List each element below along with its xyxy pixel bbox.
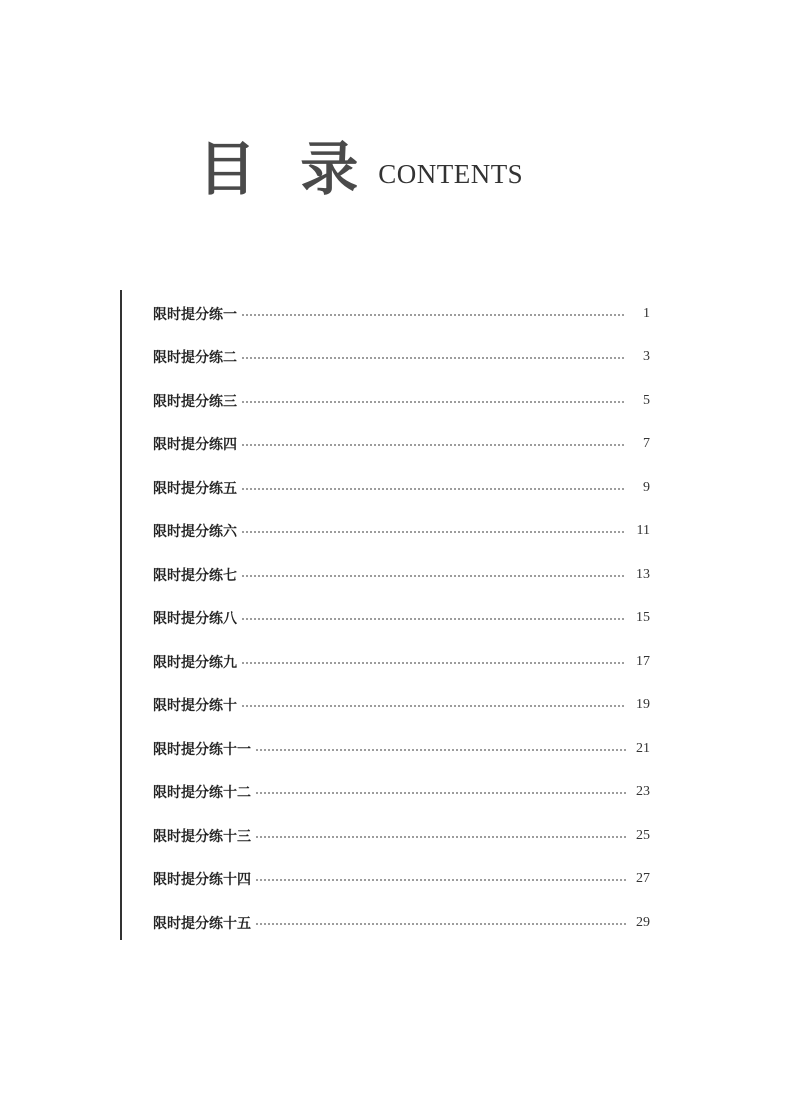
toc-entry-page: 19 — [636, 697, 650, 713]
dot-leader — [255, 879, 626, 881]
toc-entry-page: 5 — [643, 392, 650, 408]
vertical-divider — [120, 290, 122, 940]
dot-leader — [241, 531, 626, 533]
toc-entry-page: 11 — [636, 523, 650, 539]
toc-entry[interactable] — [153, 379, 650, 423]
dot-leader — [255, 749, 626, 751]
toc-entry-page: 1 — [643, 305, 650, 321]
toc-entry[interactable] — [153, 423, 650, 467]
dot-leader — [255, 923, 626, 925]
toc-entry-label: 限时提分练十五 — [153, 915, 251, 932]
dot-leader — [255, 792, 626, 794]
toc-entry-page: 25 — [636, 827, 650, 843]
dot-leader — [241, 488, 626, 490]
dot-leader — [241, 618, 626, 620]
toc-entry-label: 限时提分练八 — [153, 611, 237, 628]
table-of-contents — [153, 292, 650, 945]
toc-entry[interactable] — [153, 510, 650, 554]
toc-entry-page: 29 — [636, 914, 650, 930]
toc-entry-page: 21 — [636, 740, 650, 756]
toc-entry-page: 9 — [643, 479, 650, 495]
dot-leader — [241, 444, 626, 446]
toc-entry-label: 限时提分练六 — [153, 524, 237, 541]
toc-entry[interactable] — [153, 553, 650, 597]
toc-entry-label: 限时提分练十四 — [153, 872, 251, 889]
toc-entry[interactable] — [153, 771, 650, 815]
toc-entry-page: 27 — [636, 871, 650, 887]
dot-leader — [241, 575, 626, 577]
toc-entry[interactable] — [153, 597, 650, 641]
toc-entry-label: 限时提分练十一 — [153, 741, 251, 758]
toc-entry-page: 15 — [636, 610, 650, 626]
toc-entry[interactable] — [153, 858, 650, 902]
toc-entry-label: 限时提分练二 — [153, 350, 237, 367]
toc-entry[interactable] — [153, 901, 650, 945]
dot-leader — [241, 357, 626, 359]
toc-entry-label: 限时提分练四 — [153, 437, 237, 454]
toc-entry[interactable] — [153, 814, 650, 858]
dot-leader — [241, 314, 626, 316]
title-chinese: 目 录 — [198, 135, 371, 203]
toc-entry-label: 限时提分练七 — [153, 567, 237, 584]
toc-entry-page: 23 — [636, 784, 650, 800]
toc-entry-page: 7 — [643, 436, 650, 452]
toc-entry-label: 限时提分练十 — [153, 698, 237, 715]
dot-leader — [255, 836, 626, 838]
toc-entry[interactable] — [153, 336, 650, 380]
toc-entry[interactable] — [153, 466, 650, 510]
toc-entry-page: 17 — [636, 653, 650, 669]
dot-leader — [241, 401, 626, 403]
toc-entry-label: 限时提分练一 — [153, 306, 237, 323]
page-title — [198, 128, 524, 203]
toc-entry-label: 限时提分练九 — [153, 654, 237, 671]
dot-leader — [241, 705, 626, 707]
toc-entry-page: 3 — [643, 349, 650, 365]
toc-entry-label: 限时提分练十二 — [153, 785, 251, 802]
toc-entry[interactable] — [153, 292, 650, 336]
toc-entry-label: 限时提分练十三 — [153, 828, 251, 845]
title-english: CONTENTS — [378, 159, 524, 189]
toc-entry-label: 限时提分练五 — [153, 480, 237, 497]
toc-entry[interactable] — [153, 684, 650, 728]
toc-entry-page: 13 — [636, 566, 650, 582]
toc-entry[interactable] — [153, 727, 650, 771]
toc-entry-label: 限时提分练三 — [153, 393, 237, 410]
dot-leader — [241, 662, 626, 664]
toc-entry[interactable] — [153, 640, 650, 684]
